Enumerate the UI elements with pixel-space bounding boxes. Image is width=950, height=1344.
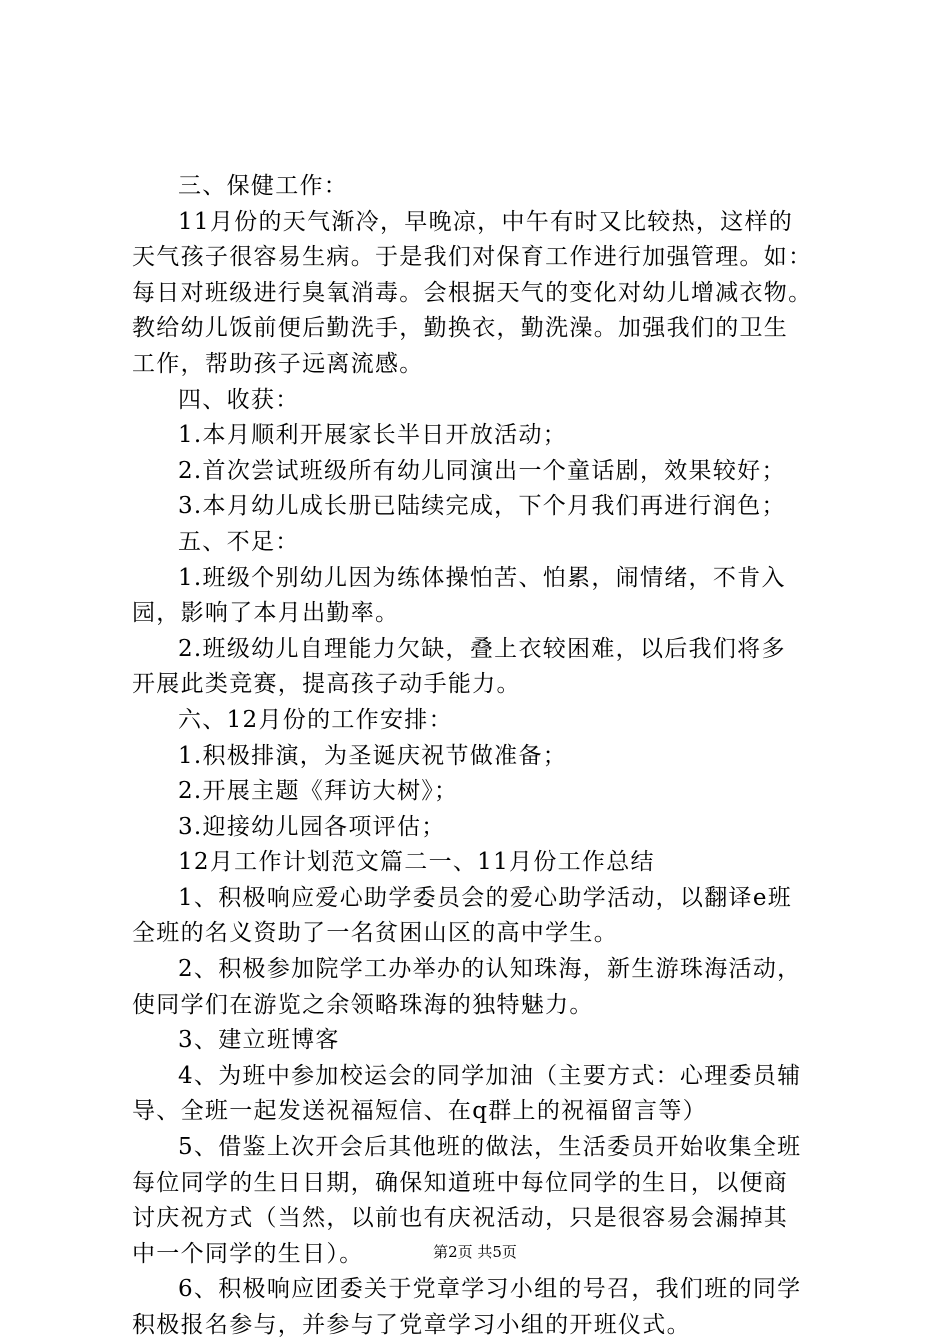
text-line: 12月工作计划范文篇二一、11月份工作总结 bbox=[178, 849, 655, 876]
text-line: 2、积极参加院学工办举办的认知珠海，新生游珠海活动， bbox=[178, 956, 802, 983]
text-line: 六、12月份的工作安排： bbox=[178, 706, 453, 733]
text-line: 每日对班级进行臭氧消毒。会根据天气的变化对幼儿增减衣物。 bbox=[132, 279, 813, 306]
text-line: 导、全班一起发送祝福短信、在q群上的祝福留言等） bbox=[132, 1098, 707, 1125]
text-line: 5、借鉴上次开会后其他班的做法，生活委员开始收集全班 bbox=[178, 1134, 802, 1161]
text-line: 4、为班中参加校运会的同学加油（主要方式：心理委员辅 bbox=[178, 1062, 802, 1089]
text-line: 2.开展主题《拜访大树》； bbox=[178, 778, 459, 805]
text-line: 1.积极排演，为圣诞庆祝节做准备； bbox=[178, 742, 568, 769]
text-line: 1.班级个别幼儿因为练体操怕苦、怕累，闹情绪，不肯入 bbox=[178, 564, 786, 591]
text-line: 五、不足： bbox=[178, 528, 300, 555]
page-footer bbox=[0, 1242, 950, 1262]
text-line: 3.本月幼儿成长册已陆续完成，下个月我们再进行润色； bbox=[178, 493, 786, 520]
text-line: 11月份的天气渐冷，早晚凉，中午有时又比较热，这样的 bbox=[178, 208, 794, 235]
text-line: 6、积极响应团委关于党章学习小组的号召，我们班的同学 bbox=[178, 1276, 802, 1303]
text-line: 2.首次尝试班级所有幼儿同演出一个童话剧，效果较好； bbox=[178, 457, 786, 484]
text-line: 四、收获： bbox=[178, 386, 300, 413]
text-line: 天气孩子很容易生病。于是我们对保育工作进行加强管理。如： bbox=[132, 244, 813, 271]
page-number: 第2页 共5页 bbox=[433, 1243, 517, 1261]
text-line: 开展此类竞赛，提高孩子动手能力。 bbox=[132, 671, 521, 698]
text-line: 3.迎接幼儿园各项评估； bbox=[178, 813, 446, 840]
text-line: 积极报名参与，并参与了党章学习小组的开班仪式。 bbox=[132, 1312, 691, 1338]
document-body bbox=[132, 169, 852, 1344]
text-line: 1.本月顺利开展家长半日开放活动； bbox=[178, 422, 568, 449]
text-line: 三、保健工作： bbox=[178, 173, 349, 199]
text-line: 2.班级幼儿自理能力欠缺，叠上衣较困难，以后我们将多 bbox=[178, 635, 786, 662]
text-line: 使同学们在游览之余领略珠海的独特魅力。 bbox=[132, 991, 594, 1018]
text-line: 工作，帮助孩子远离流感。 bbox=[132, 350, 424, 377]
text-line: 中一个同学的生日）。 bbox=[132, 1240, 364, 1267]
text-line: 讨庆祝方式（当然，以前也有庆祝活动，只是很容易会漏掉其 bbox=[132, 1205, 789, 1232]
text-line: 园，影响了本月出勤率。 bbox=[132, 600, 400, 627]
text-line: 1、积极响应爱心助学委员会的爱心助学活动，以翻译e班 bbox=[178, 884, 793, 911]
text-line: 教给幼儿饭前便后勤洗手，勤换衣，勤洗澡。加强我们的卫生 bbox=[132, 315, 789, 342]
text-line: 每位同学的生日日期，确保知道班中每位同学的生日，以便商 bbox=[132, 1169, 789, 1196]
text-line: 3、建立班博客 bbox=[178, 1027, 340, 1054]
text-line: 全班的名义资助了一名贫困山区的高中学生。 bbox=[132, 920, 618, 947]
